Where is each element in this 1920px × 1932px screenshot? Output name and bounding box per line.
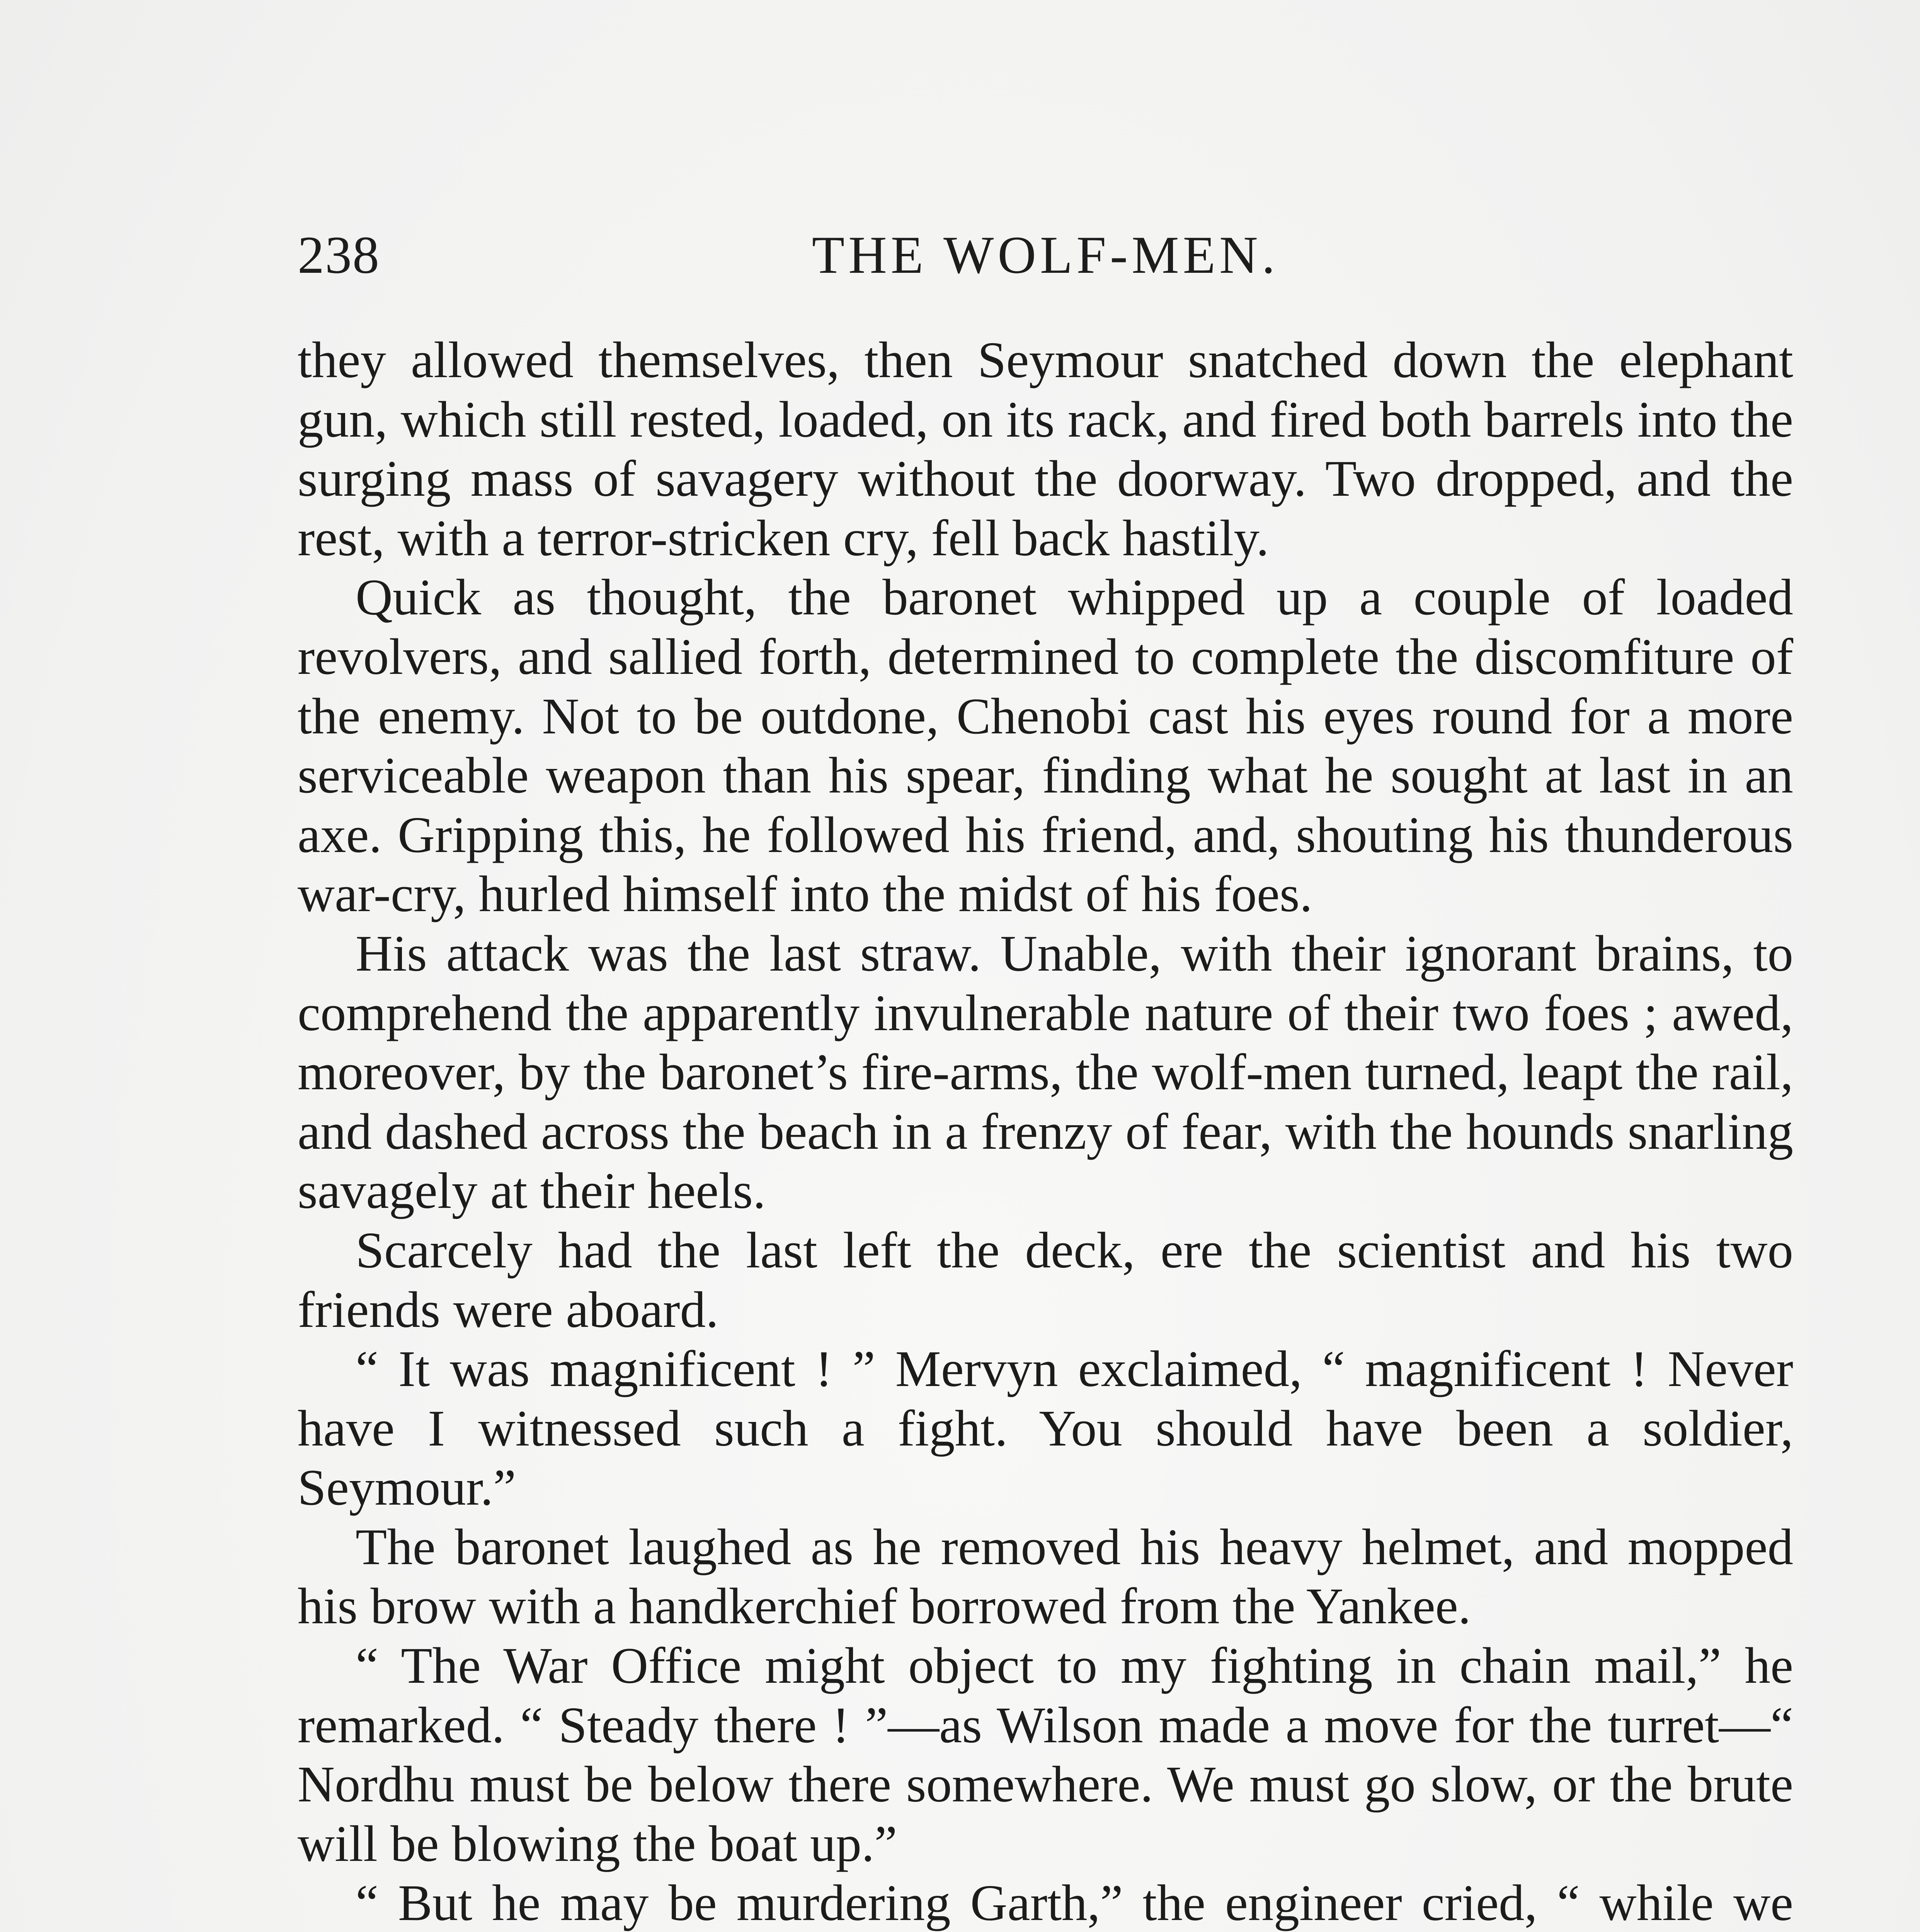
body-text — [298, 330, 1793, 1932]
running-head: THE WOLF-MEN. — [812, 225, 1279, 284]
paragraph: Quick as thought, the baronet whipped up a couple of loaded revolvers, and sallied forth, determined to complete the discomfiture of the enemy. Not to be outdone, Chenobi cast his eyes round for a more serviceable weapon than his spear, finding what he sought at last in an axe. Gripping this, he followed his friend, and, shouting his thunderous war-cry, hurled himself into the midst of his foes. — [298, 568, 1793, 923]
page-number: 238 — [298, 225, 380, 284]
paragraph: “ It was magnificent ! ” Mervyn exclaimed, “ magnificent ! Never have I witnessed such a fight. You should have been a soldier, Seymour.” — [298, 1340, 1793, 1516]
paragraph: The baronet laughed as he removed his heavy helmet, and mopped his brow with a handkerchief borrowed from the Yankee. — [298, 1518, 1793, 1635]
paragraph: “ The War Office might object to my fighting in chain mail,” he remarked. “ Steady there ! ”—as Wilson made a move for the turret—“ Nordhu must be below there somewhere. We must go slow, or the brute will be blowing the boat up.” — [298, 1637, 1793, 1872]
paragraph: Scarcely had the last left the deck, ere the scientist and his two friends were aboard. — [298, 1221, 1793, 1338]
page-header — [298, 216, 1793, 294]
paragraph: His attack was the last straw. Unable, with their ignorant brains, to comprehend the apparently invulnerable nature of their two foes ; awed, moreover, by the baronet’s fire-arms, the wolf-men turned, leapt the rail, and dashed across the beach in a frenzy of fear, with the hounds snarling savagely at their heels. — [298, 924, 1793, 1219]
paragraph: they allowed themselves, then Seymour snatched down the elephant gun, which still rested, loaded, on its rack, and fired both barrels into the surging mass of savagery without the doorway. Two dropped, and the rest, with a terror-stricken cry, fell back hastily. — [298, 331, 1793, 566]
paragraph: “ But he may be murdering Garth,” the engineer cried, “ while we — [356, 1874, 1793, 1932]
